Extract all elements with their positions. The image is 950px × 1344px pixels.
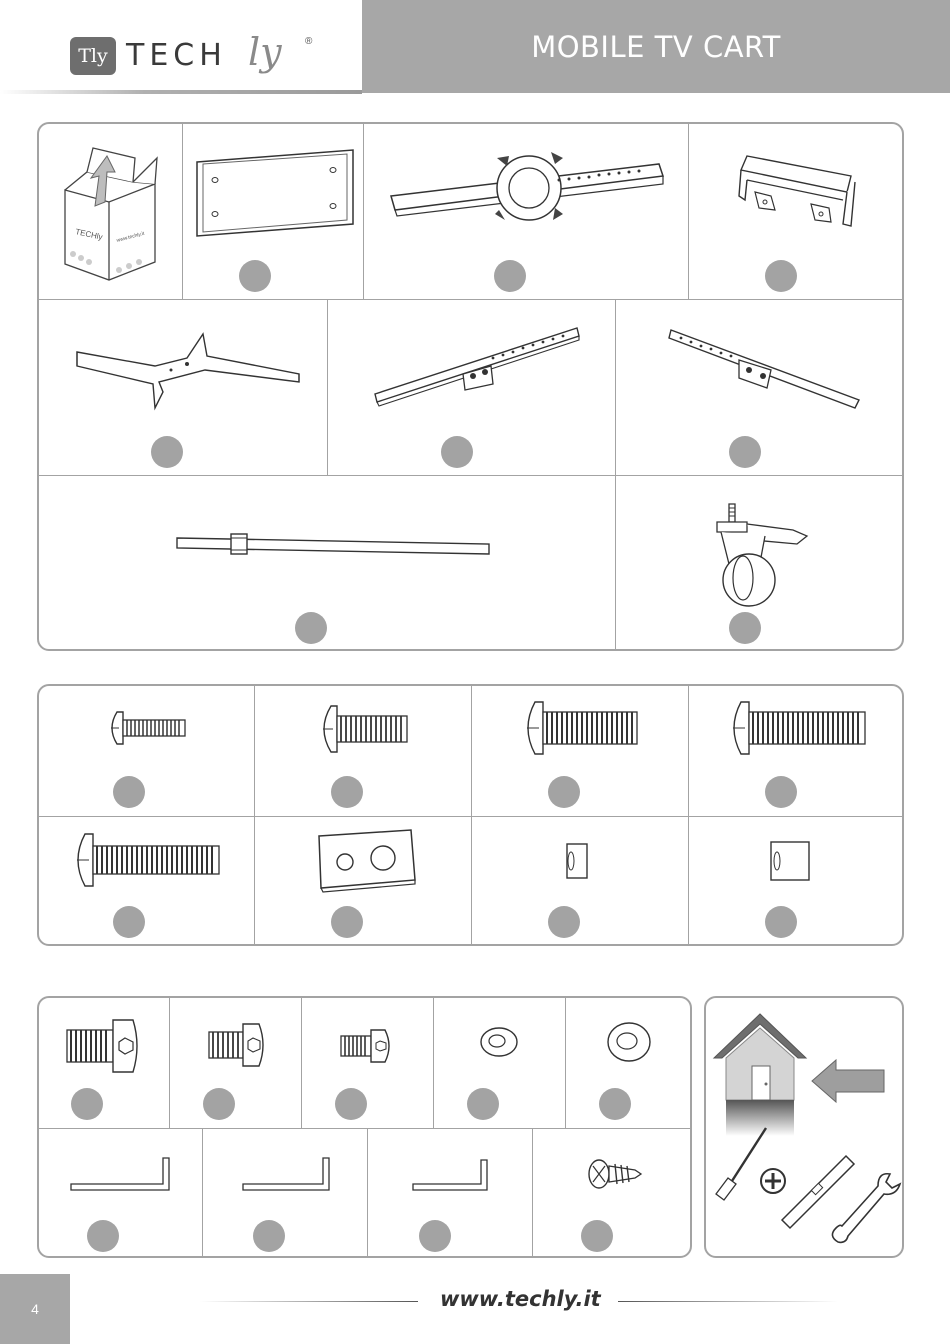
part-label-dot — [419, 1220, 451, 1252]
part-label-dot — [765, 906, 797, 938]
spacer-short-icon — [565, 840, 589, 882]
wall-plate-icon — [195, 146, 357, 241]
tools-panel — [704, 996, 904, 1258]
plate-washer-icon — [313, 828, 419, 894]
part-label-dot — [331, 906, 363, 938]
spacer-long-icon — [769, 838, 811, 884]
short-mount-arm-icon — [373, 324, 581, 408]
long-mount-arm-icon — [667, 324, 863, 414]
rotating-mount-rail-icon — [389, 148, 669, 238]
allen-key-large-icon — [69, 1154, 173, 1196]
base-foot-icon — [75, 330, 301, 414]
hex-bolt-large-icon — [63, 1016, 143, 1076]
part-label-dot — [441, 436, 473, 468]
part-label-dot — [599, 1088, 631, 1120]
packaging-box-icon — [57, 142, 162, 282]
page-title: MOBILE TV CART — [531, 29, 781, 64]
washer-large-icon — [605, 1020, 653, 1064]
part-label-dot — [729, 436, 761, 468]
part-label-dot — [467, 1088, 499, 1120]
part-label-dot — [113, 906, 145, 938]
parts-panel-hardware — [37, 996, 692, 1258]
bracket-clip-icon — [731, 152, 861, 232]
screw-m6-icon — [521, 700, 641, 756]
header-divider — [0, 90, 362, 94]
part-label-dot — [151, 436, 183, 468]
screw-m5-icon — [317, 704, 411, 754]
parts-panel-screws — [37, 684, 904, 946]
logo-registered: ® — [305, 36, 313, 47]
part-label-dot — [765, 776, 797, 808]
hex-bolt-medium-icon — [205, 1020, 269, 1070]
part-label-dot — [335, 1088, 367, 1120]
part-label-dot — [765, 260, 797, 292]
part-label-dot — [548, 776, 580, 808]
part-label-dot — [203, 1088, 235, 1120]
logo-brand: TECH — [126, 38, 227, 73]
hex-bolt-small-icon — [337, 1026, 397, 1066]
screw-m4-short-icon — [105, 708, 189, 748]
part-label-dot — [295, 612, 327, 644]
parts-panel-main — [37, 122, 904, 651]
wrench-icon — [826, 1166, 904, 1246]
part-label-dot — [87, 1220, 119, 1252]
part-label-dot — [548, 906, 580, 938]
screw-m8-icon — [727, 700, 869, 756]
caster-wheel-icon — [713, 500, 813, 610]
svg-text:TECHly: TECHly — [74, 227, 104, 242]
washer-small-icon — [477, 1024, 521, 1060]
part-label-dot — [113, 776, 145, 808]
wall-anchor-screw-icon — [587, 1154, 643, 1194]
svg-text:www.techly.it: www.techly.it — [115, 230, 146, 244]
part-label-dot — [239, 260, 271, 292]
part-label-dot — [729, 612, 761, 644]
allen-key-small-icon — [411, 1156, 491, 1196]
footer-divider-left — [200, 1301, 418, 1302]
logo-brand-script: ly — [248, 30, 282, 74]
website-link[interactable]: www.techly.it — [440, 1287, 601, 1311]
allen-key-medium-icon — [241, 1154, 333, 1196]
screw-long-icon — [71, 832, 223, 888]
part-label-dot — [494, 260, 526, 292]
footer-divider-right — [618, 1301, 838, 1302]
page-number: 4 — [0, 1274, 70, 1344]
logo-mark: Tly — [70, 37, 116, 75]
column-pole-icon — [175, 528, 493, 558]
part-label-dot — [331, 776, 363, 808]
part-label-dot — [581, 1220, 613, 1252]
part-label-dot — [253, 1220, 285, 1252]
part-label-dot — [71, 1088, 103, 1120]
arrow-icon — [810, 1056, 886, 1106]
